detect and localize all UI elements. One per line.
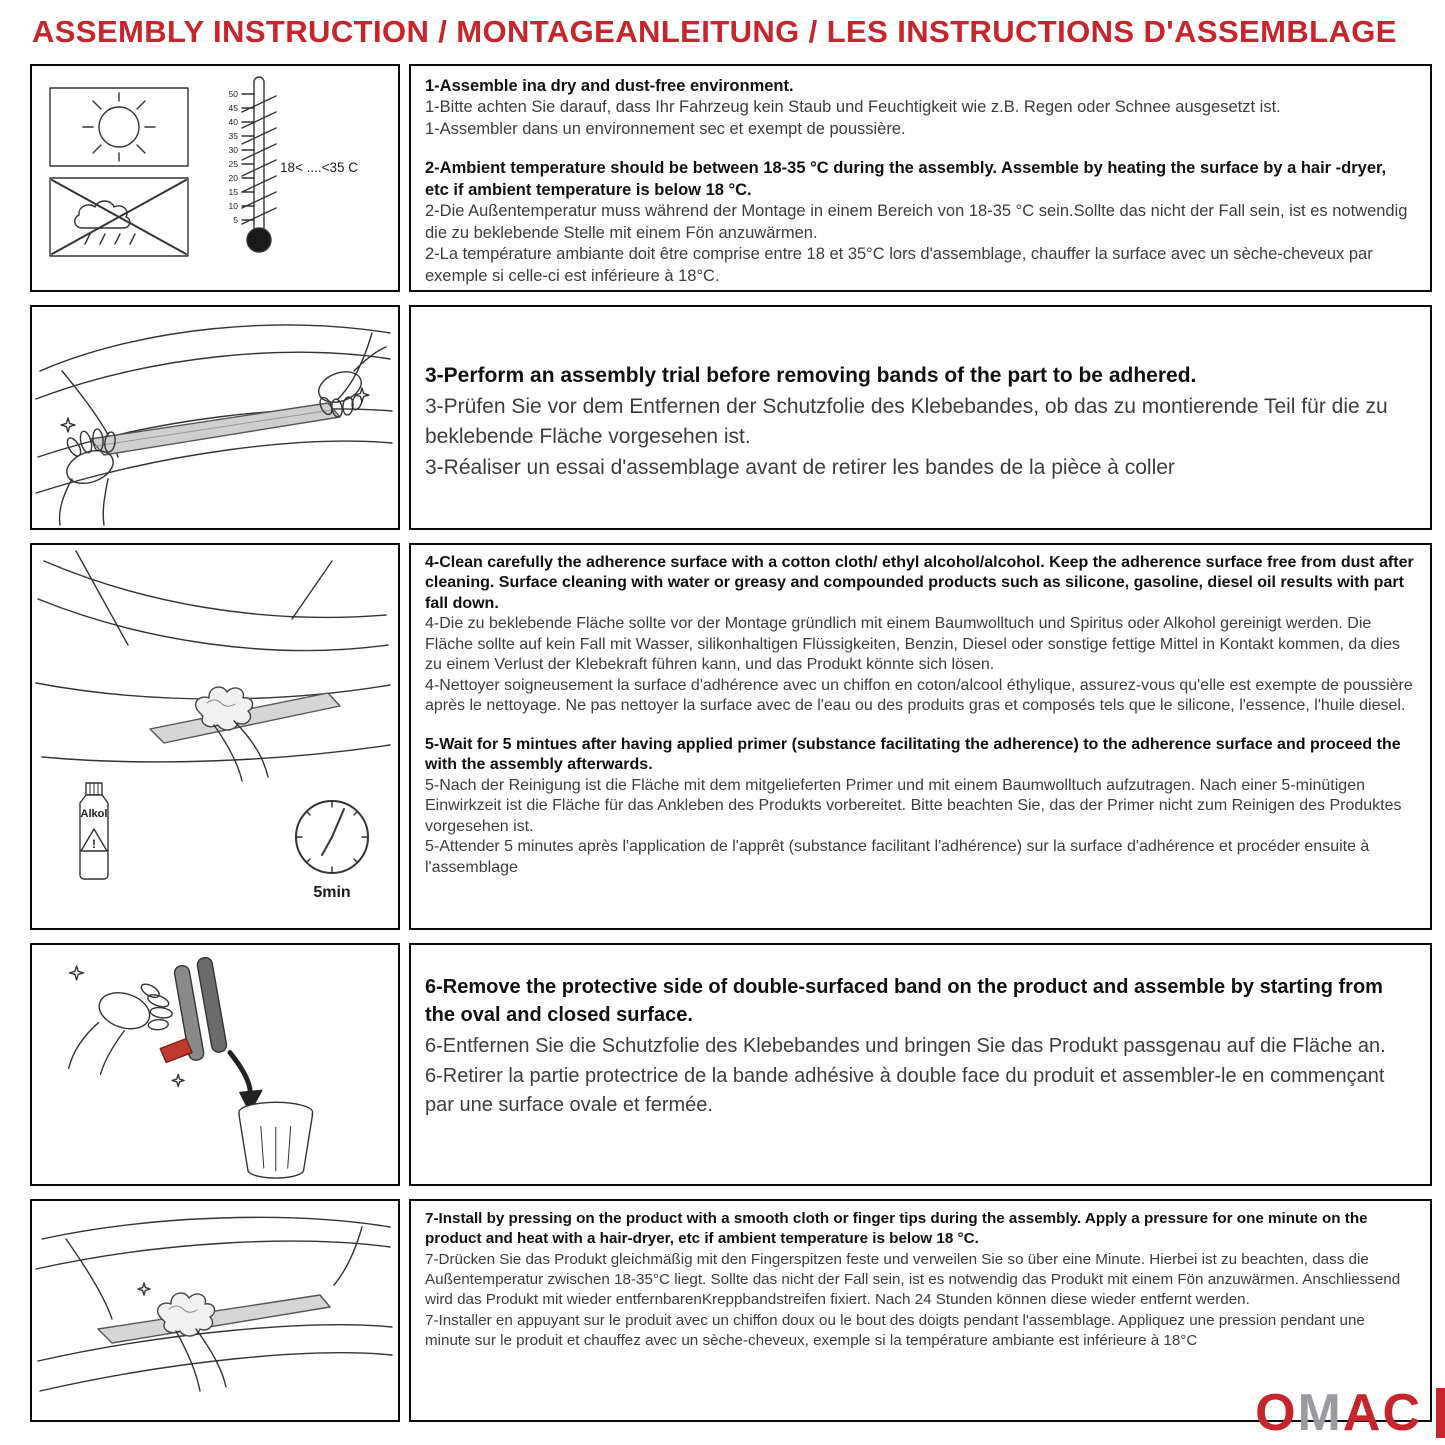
thermometer-scale-value: 20 (228, 173, 238, 183)
press-install-illustration (30, 1199, 400, 1422)
assembly-trial-drawing (32, 307, 398, 528)
section-clean-surface (30, 543, 1432, 930)
clean-surface-drawing (32, 545, 398, 928)
sparkle-icon (172, 1074, 184, 1086)
section-environment-text (409, 64, 1432, 292)
step-2-text-en: 2-Ambient temperature should be between 18-35 °C during the assembly. Assemble by heating the surface by a hair -dryer, etc if ambient temperature is below 18 °C. (425, 159, 1387, 199)
step-4-text-de: 4-Die zu beklebende Fläche sollte vor der Montage gründlich mit einem Baumwolltuch und Spiritus oder Alkohol gereinigt werden. Die Fläche sollte auf kein Fall mit Wasser, silikonhaltigen Flüssigkeiten, Benzin, Diesel oder sonstige fettige Mittel in Kontakt kommen, da dies zu einem Verlust der Klebekraft führen kann, und das Produkt könnte sich lösen. (425, 615, 1400, 674)
remove-band-illustration (30, 943, 400, 1186)
sparkle-icon (70, 966, 84, 980)
step-1-text-de: 1-Bitte achten Sie darauf, dass Ihr Fahrzeug kein Staub und Feuchtigkeit wie z.B. Regen oder Schnee ausgesetzt ist. (425, 98, 1281, 117)
step-1-text-fr: 1-Assembler dans un environnement sec et exempt de poussière. (425, 119, 906, 138)
press-install-drawing (32, 1201, 398, 1420)
step-5-text-de: 5-Nach der Reinigung ist die Fläche mit dem mitgelieferten Primer und mit einem Baumwolltuch aufzutragen. Nach einer 5-minütigen Einwirkzeit ist die Fläche für das Ankleben des Produkts vorbereitet. Bitte beachten Sie, das der Primer nicht zum Reinigen des Produktes vorgesehen ist. (425, 776, 1402, 835)
sill-trim-strip (98, 1295, 330, 1343)
step-3-text-en: 3-Perform an assembly trial before removing bands of the part to be adhered. (425, 364, 1197, 387)
step-6-text-en: 6-Remove the protective side of double-surfaced band on the product and assemble by starting from the oval and closed surface. (425, 976, 1383, 1027)
remove-band-drawing (32, 945, 398, 1184)
clock-icon (296, 801, 368, 873)
step-3-text-de: 3-Prüfen Sie vor dem Entfernen der Schutzfolie des Klebebandes, ob das zu montierende Teil für die zu beklebende Fläche vorgesehen ist. (425, 395, 1388, 448)
thermometer-scale-value: 25 (228, 159, 238, 169)
sparkle-icon (61, 418, 75, 432)
clean-surface-illustration (30, 543, 400, 930)
step-6-text-fr: 6-Retirer la partie protectrice de la bande adhésive à double face du produit et assembler-le en commençant par une surface ovale et fermée. (425, 1065, 1385, 1116)
thermometer-scale-value: 30 (228, 145, 238, 155)
logo-accent-bar (1436, 1388, 1445, 1438)
door-sill-sketch (36, 325, 392, 493)
environment-temperature-drawing (32, 66, 398, 290)
logo-letter: C (1382, 1384, 1422, 1442)
logo-letter: O (1255, 1384, 1298, 1442)
logo-letter: M (1297, 1384, 1343, 1442)
section-remove-band (30, 943, 1432, 1186)
section-press-install (30, 1199, 1432, 1422)
warning-exclamation: ! (92, 837, 96, 851)
step-5-text-fr: 5-Attender 5 minutes après l'application de l'apprêt (substance facilitant l'adhérence) sur la surface d'adhérence et procéder ensuite à l'assemblage (425, 838, 1370, 876)
no-rain-icon (50, 178, 188, 256)
page-title: ASSEMBLY INSTRUCTION / MONTAGEANLEITUNG / LES INSTRUCTIONS D'ASSEMBLAGE (32, 14, 1397, 49)
thermometer-scale-value: 15 (228, 187, 238, 197)
section-clean-surface-text (409, 543, 1432, 930)
step-7-text-en: 7-Install by pressing on the product with a smooth cloth or finger tips during the assembly. Apply a pressure for one minute on the product and heat with a hair-dryer, etc if ambient temperature is below 18 °C. (425, 1210, 1368, 1248)
trash-can-icon (239, 1102, 313, 1178)
door-sill-sketch (36, 1217, 392, 1391)
clock-duration-label: 5min (313, 884, 351, 901)
thermometer-icon (229, 77, 359, 252)
logo-letter: A (1342, 1384, 1383, 1442)
temp-range-label: 18< ....<35 C (280, 160, 359, 175)
sill-trim-strip (90, 403, 340, 455)
step-2-text-fr: 2-La température ambiante doit être comprise entre 18 et 35°C lors d'assemblage, chauffer la surface avec un sèche-cheveux par exemple si celle-ci est inférieure à 18°C. (425, 245, 1373, 285)
step-4-text-fr: 4-Nettoyer soigneusement la surface d'adhérence avec un chiffon en coton/alcool éthylique, assurez-vous qu'elle est exempte de poussière après le nettoyage. Ne pas nettoyer la surface avec de l'eau ou des produits gras et composés tels que le silicone, l'essence, l'huile diesel. (425, 676, 1413, 715)
assembly-trial-illustration (30, 305, 400, 530)
step-4-text-en: 4-Clean carefully the adherence surface with a cotton cloth/ ethyl alcohol/alcohol. Keep the adherence surface free from dust after cleaning. Surface cleaning with water or greasy and compounded products such as silicone, gasoline, diesel oil results with part fall down. (425, 554, 1414, 612)
sections (30, 64, 1432, 1422)
omac-logo (1255, 1384, 1445, 1442)
section-assembly-trial (30, 305, 1432, 530)
step-6-text-de: 6-Entfernen Sie die Schutzfolie des Klebebandes und bringen Sie das Produkt passgenau auf die Fläche an. (425, 1034, 1386, 1057)
thermometer-scale-value: 50 (228, 89, 238, 99)
sparkle-icon (138, 1283, 150, 1295)
peeled-liner (160, 1039, 192, 1063)
cloth-icon (158, 1293, 215, 1336)
bottle-label: Alkol (80, 808, 108, 820)
sparkle-icon (355, 388, 369, 402)
cloth-icon (196, 687, 253, 730)
step-7-text-fr: 7-Installer en appuyant sur le produit avec un chiffon doux ou le bout des doigts pendant l'assemblage. Appliquez une pression pendant une minute sur le produit et chauffez avec un sèche-cheveux, exemple si la température ambiante est inférieure à 18°C (425, 1311, 1365, 1350)
alcohol-bottle-icon (80, 783, 108, 879)
thermometer-scale-value: 45 (228, 103, 238, 113)
thermometer-scale-value: 5 (233, 215, 238, 225)
thermometer-scale-value: 40 (228, 117, 238, 127)
hand-icon (69, 982, 173, 1075)
step-2-text-de: 2-Die Außentemperatur muss während der Montage in einem Bereich von 18-35 °C sein.Sollte das nicht der Fall sein, ist es notwendig die zu beklebende Stelle mit einem Fön anzuwärmen. (425, 202, 1408, 242)
section-remove-band-text (409, 943, 1432, 1186)
step-3-text-fr: 3-Réaliser un essai d'assemblage avant de retirer les bandes de la pièce à coller (425, 456, 1175, 480)
thermometer-scale-value: 10 (228, 201, 238, 211)
environment-temperature-illustration (30, 64, 400, 292)
step-5-text-en: 5-Wait for 5 mintues after having applied primer (substance facilitating the adherence) to the adherence surface and proceed the with the assembly afterwards. (425, 735, 1401, 774)
step-7-text-de: 7-Drücken Sie das Produkt gleichmäßig mit den Fingerspitzen feste und verweilen Sie so über eine Minute. Hierbei ist zu beachten, dass die Außentemperatur zwischen 18-35°C liegt. Sollte das nicht der Fall sein, ist es notwendig das Produkt mit einem Fön anzuwärmen. Anschliessend wird das Produkt mit wieder entfernbarenKreppbandstreifen fixiert. Nach 24 Stunden können diese wieder entfernt werden. (425, 1250, 1401, 1309)
sun-icon (50, 88, 188, 166)
step-1-text-en: 1-Assemble ina dry and dust-free environment. (425, 77, 794, 95)
section-environment (30, 64, 1432, 292)
thermometer-scale-value: 35 (228, 131, 238, 141)
section-assembly-trial-text (409, 305, 1432, 530)
